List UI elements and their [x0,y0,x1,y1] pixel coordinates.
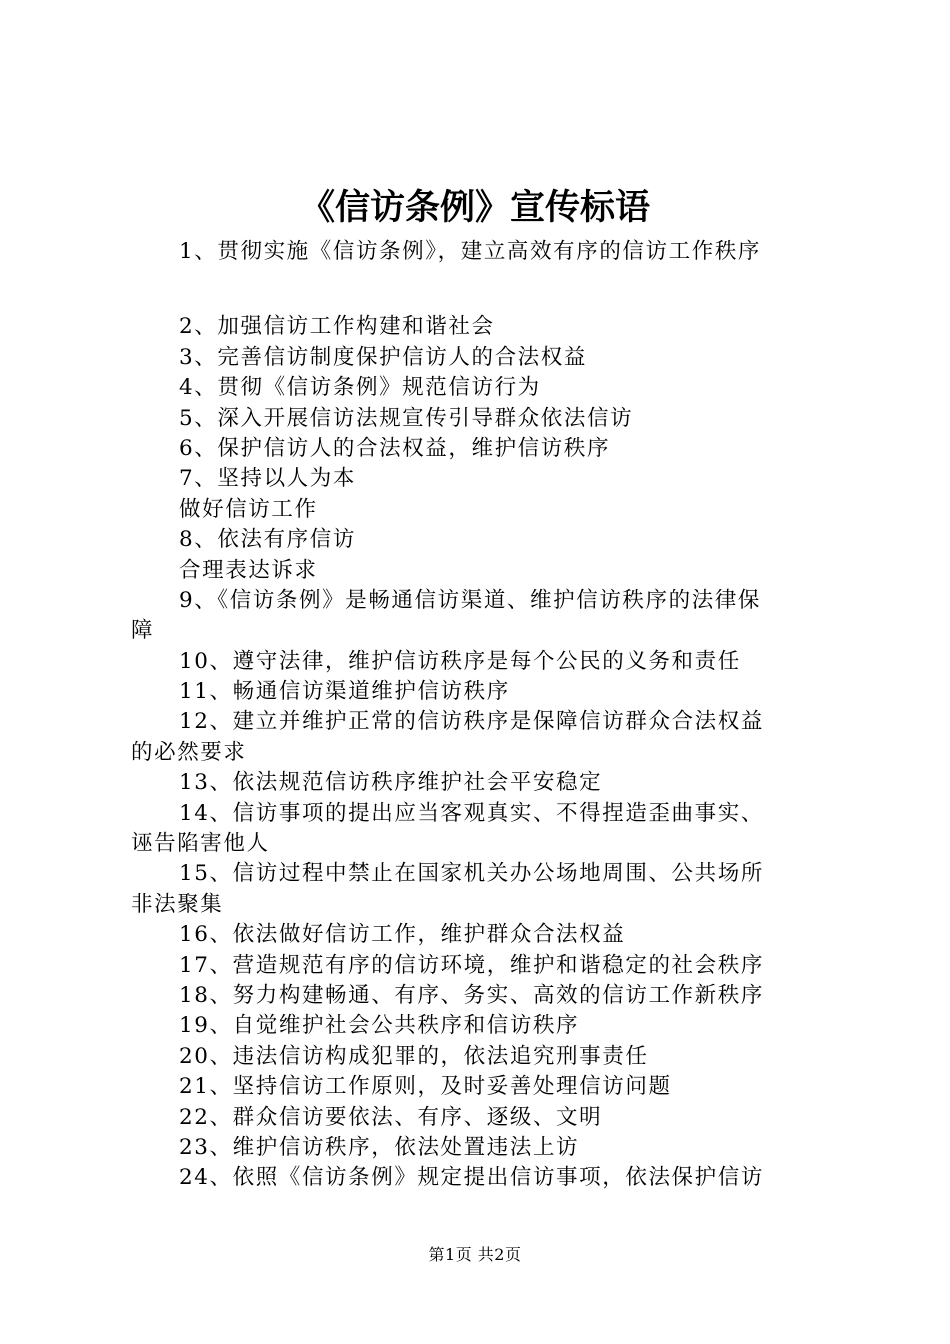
slogan-line: 8、依法有序信访 [179,527,356,553]
slogan-line: 14、信访事项的提出应当客观真实、不得捏造歪曲事实、 [179,800,764,826]
slogan-line: 10、遵守法律，维护信访秩序是每个公民的义务和责任 [179,648,741,674]
slogan-line: 17、营造规范有序的信访环境，维护和谐稳定的社会秩序 [179,952,764,978]
slogan-line: 16、依法做好信访工作，维护群众合法权益 [179,922,626,948]
slogan-line: 9、《信访条例》是畅通信访渠道、维护信访秩序的法律保 [179,587,762,613]
slogan-line: 24、依照《信访条例》规定提出信访事项，依法保护信访 [179,1165,764,1191]
slogan-line-continuation: 的必然要求 [131,739,247,765]
document-title: 《信访条例》宣传标语 [299,187,650,228]
slogan-line-continuation: 障 [131,618,155,644]
slogan-line: 1、贯彻实施《信访条例》，建立高效有序的信访工作秩序 [179,239,762,264]
slogan-line: 6、保护信访人的合法权益，维护信访秩序 [179,435,611,461]
slogan-line: 22、群众信访要依法、有序、逐级、文明 [179,1104,603,1130]
slogan-line: 合理表达诉求 [179,557,318,583]
slogan-line-continuation: 非法聚集 [131,891,224,917]
slogan-line: 2、加强信访工作构建和谐社会 [179,314,495,340]
slogan-line: 做好信访工作 [179,496,318,522]
page-footer: 第1页 共2页 [428,1245,522,1264]
slogan-line: 7、坚持以人为本 [179,466,356,492]
slogan-line: 12、建立并维护正常的信访秩序是保障信访群众合法权益 [179,709,764,735]
slogan-line: 13、依法规范信访秩序维护社会平安稳定 [179,770,603,796]
slogan-line: 11、畅通信访渠道维护信访秩序 [179,679,510,705]
slogan-line: 23、维护信访秩序，依法处置违法上访 [179,1134,580,1160]
slogan-line: 5、深入开展信访法规宣传引导群众依法信访 [179,405,634,431]
slogan-line: 18、努力构建畅通、有序、务实、高效的信访工作新秩序 [179,982,764,1008]
slogan-line: 19、自觉维护社会公共秩序和信访秩序 [179,1013,580,1039]
slogan-line: 15、信访过程中禁止在国家机关办公场地周围、公共场所 [179,861,764,887]
slogan-line: 20、违法信访构成犯罪的，依法追究刑事责任 [179,1043,649,1069]
slogan-line: 4、贯彻《信访条例》规范信访行为 [179,375,541,401]
document-body [131,237,831,1194]
slogan-line: 21、坚持信访工作原则，及时妥善处理信访问题 [179,1074,672,1100]
slogan-line-continuation: 诬告陷害他人 [131,831,270,857]
paragraph-gap [131,267,831,312]
slogan-line: 3、完善信访制度保护信访人的合法权益 [179,344,587,370]
